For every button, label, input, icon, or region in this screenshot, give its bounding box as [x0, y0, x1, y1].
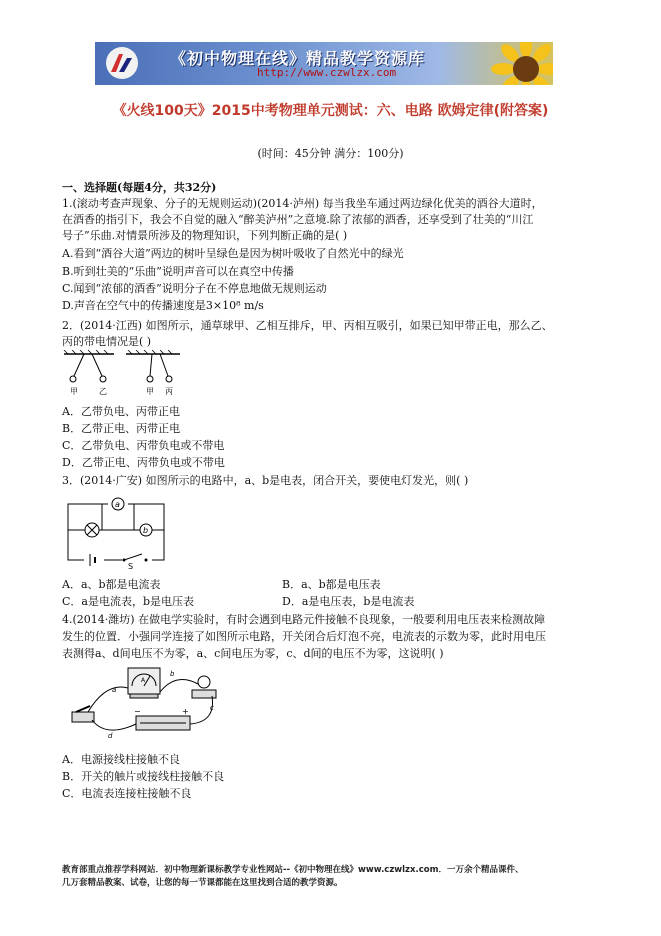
- switch-label: S: [128, 562, 134, 569]
- point-a-label: a: [112, 686, 117, 694]
- q1-option-d: D.声音在空气中的传播速度是3×10⁸ m/s: [62, 299, 264, 312]
- header-banner: [95, 42, 553, 85]
- ball-label-bing: 丙: [165, 387, 173, 396]
- section-heading: 一、选择题(每题4分，共32分): [62, 181, 217, 194]
- q1-option-b: B.听到壮美的“乐曲”说明声音可以在真空中传播: [62, 265, 294, 278]
- point-c-label: c: [210, 704, 214, 712]
- ball-label-jia: 甲: [70, 387, 78, 396]
- meter-a-label: a: [115, 500, 120, 509]
- q4-option-a: A．电源接线柱接触不良: [62, 753, 180, 766]
- banner-title: 《初中物理在线》精品教学资源库: [170, 49, 426, 68]
- q3-option-c: C．a是电流表，b是电压表: [62, 595, 195, 608]
- sunflower-icon: [491, 42, 553, 85]
- q3-option-a: A．a、b都是电流表: [62, 578, 161, 591]
- q4-stem-line: 发生的位置．小强同学连接了如图所示电路，开关闭合后灯泡不亮，电流表的示数为零，此时用电压: [62, 630, 546, 643]
- q4-stem-line: 表测得a、d间电压不为零，a、c间电压为零，c、d间的电压不为零，这说明( ): [62, 647, 444, 660]
- site-logo-icon: [105, 46, 139, 80]
- q1-stem-line: 1.(滚动考查声现象、分子的无规则运动)(2014·泸州) 每当我坐车通过两边绿化优美的酒谷大道时，: [62, 197, 543, 210]
- q2-option-c: C．乙带负电、丙带负电或不带电: [62, 439, 225, 452]
- document-title: 《火线100天》2015中考物理单元测试：六、电路 欧姆定律(附答案): [112, 103, 549, 119]
- q1-option-a: A.看到“酒谷大道”两边的树叶呈绿色是因为树叶吸收了自然光中的绿光: [62, 247, 404, 260]
- page-footer: [62, 864, 622, 890]
- q2-option-b: B．乙带正电、丙带正电: [62, 422, 181, 435]
- q1-stem-line: 号子”乐曲.对情景所涉及的物理知识，下列判断正确的是( ): [62, 229, 348, 242]
- q2-stem-line: 丙的带电情况是( ): [62, 335, 152, 348]
- q2-pith-ball-figure: [62, 350, 182, 400]
- q3-option-b: B．a、b都是电压表: [282, 578, 381, 591]
- q4-option-c: C．电流表连接柱接触不良: [62, 787, 192, 800]
- svg-text:+: +: [182, 707, 189, 716]
- svg-text:A: A: [141, 677, 146, 684]
- banner-url: http://www.czwlzx.com: [257, 66, 397, 79]
- q1-option-c: C.闻到“浓郁的酒香”说明分子在不停息地做无规则运动: [62, 282, 327, 295]
- point-d-label: d: [108, 732, 113, 740]
- footer-line: 教育部重点推荐学科网站．初中物理新课标教学专业性网站--《初中物理在线》www.czwlzx.com．一万余个精品课件、: [62, 865, 524, 875]
- svg-text:−: −: [134, 707, 141, 716]
- footer-line: 几万套精品教案、试卷，让您的每一节课都能在这里找到合适的教学资源。: [62, 878, 343, 888]
- q3-circuit-diagram: [62, 494, 172, 569]
- q3-stem: 3．(2014·广安) 如图所示的电路中，a、b是电表，闭合开关，要使电灯发光，则( ): [62, 474, 469, 487]
- q1-stem-line: 在酒香的指引下，我会不自觉的融入“醉美泸州”之意境.除了浓郁的酒香，还享受到了壮美的“川江: [62, 213, 534, 226]
- ball-label-jia: 甲: [146, 387, 154, 396]
- q3-option-d: D．a是电压表，b是电流表: [282, 595, 415, 608]
- q4-circuit-figure: [66, 662, 226, 742]
- q4-option-b: B．开关的触片或接线柱接触不良: [62, 770, 225, 783]
- q4-stem-line: 4.(2014·潍坊) 在做电学实验时，有时会遇到电路元件接触不良现象，一般要利用电压表来检测故障: [62, 613, 546, 626]
- q2-option-a: A．乙带负电、丙带正电: [62, 405, 180, 418]
- q2-stem-line: 2．(2014·江西) 如图所示，通草球甲、乙相互排斥，甲、丙相互吸引，如果已知甲带正电，那么乙、: [62, 319, 553, 332]
- point-b-label: b: [170, 670, 175, 678]
- meter-b-label: b: [143, 526, 149, 535]
- q2-option-d: D．乙带正电、丙带负电或不带电: [62, 456, 225, 469]
- exam-meta: (时间：45分钟 满分：100分): [257, 147, 404, 160]
- ball-label-yi: 乙: [99, 387, 107, 396]
